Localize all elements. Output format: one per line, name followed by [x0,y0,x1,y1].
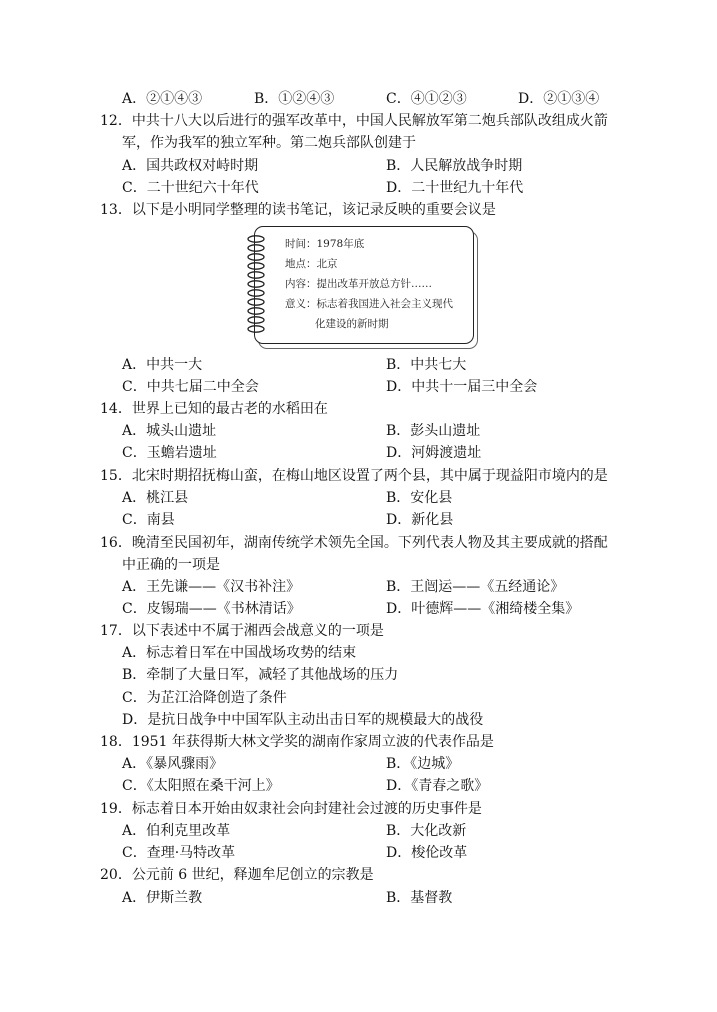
option-d[interactable]: D．新化县 [386,512,454,528]
question-stem: 19．标志着日本开始由奴隶社会向封建社会过渡的历史事件是 [100,801,482,817]
option-c[interactable]: C．二十世纪六十年代 [122,180,259,196]
option-c[interactable]: C．为芷江洽降创造了条件 [122,690,287,706]
option-c[interactable]: C．《太阳照在桑干河上》 [122,778,280,794]
option-a[interactable]: A．中共一大 [122,357,203,373]
option-b[interactable]: B．大化改新 [386,823,467,839]
option-d[interactable]: D．梭伦改革 [386,845,468,861]
note-meaning-continued: 化建设的新时期 [315,318,389,330]
option-b[interactable]: B．王闿运——《五经通论》 [386,579,565,595]
option-a[interactable]: A．桃江县 [122,490,189,506]
option-a[interactable]: A．城头山遗址 [122,423,217,439]
option-d[interactable]: D．叶德辉——《湘绮楼全集》 [386,601,580,617]
option-c[interactable]: C．中共七届二中全会 [122,379,259,395]
note-time: 时间：1978年底 [285,238,365,250]
option-a[interactable]: A．②①④③ [122,91,203,107]
notebook [254,226,474,344]
option-b[interactable]: B．基督教 [386,890,453,906]
option-a[interactable]: A．伊斯兰教 [122,890,203,906]
question-stem: 12．中共十八大以后进行的强军改革中，中国人民解放军第二炮兵部队改组成火箭 [100,113,608,129]
question-stem: 15．北宋时期招抚梅山蛮，在梅山地区设置了两个县，其中属于现益阳市境内的是 [100,468,608,484]
option-d[interactable]: D．二十世纪九十年代 [386,180,524,196]
question-stem-continued: 中正确的一项是 [122,557,220,573]
question-stem: 13．以下是小明同学整理的读书笔记，该记录反映的重要会议是 [100,202,496,218]
spiral-binding-icon [246,233,268,337]
option-d[interactable]: D．《青春之歌》 [386,778,489,794]
option-a[interactable]: A．国共政权对峙时期 [122,158,259,174]
option-d[interactable]: D．河姆渡遗址 [386,445,482,461]
option-a[interactable]: A．标志着日军在中国战场攻势的结束 [122,645,357,661]
option-b[interactable]: B．安化县 [386,490,453,506]
option-c[interactable]: C．查理·马特改革 [122,845,236,861]
question-stem: 16．晚清至民国初年，湖南传统学术领先全国。下列代表人物及其主要成就的搭配 [100,535,608,551]
option-d[interactable]: D．中共十一届三中全会 [386,379,538,395]
question-stem: 17．以下表述中不属于湘西会战意义的一项是 [100,623,384,639]
option-b[interactable]: B．牵制了大量日军，减轻了其他战场的压力 [122,667,399,683]
question-stem: 14．世界上已知的最古老的水稻田在 [100,401,328,417]
option-d[interactable]: D．②①③④ [518,91,600,107]
option-b[interactable]: B．①②④③ [254,91,335,107]
option-b[interactable]: B．人民解放战争时期 [386,158,523,174]
option-c[interactable]: C．玉蟾岩遗址 [122,445,217,461]
note-place: 地点：北京 [285,258,338,270]
option-b[interactable]: B．《边城》 [386,756,460,772]
question-stem: 20．公元前 6 世纪，释迦牟尼创立的宗教是 [100,867,374,883]
note-meaning: 意义：标志着我国进入社会主义现代 [285,298,453,310]
option-c[interactable]: C．南县 [122,512,175,528]
option-a[interactable]: A．《暴风骤雨》 [122,756,224,772]
option-b[interactable]: B．中共七大 [386,357,467,373]
option-c[interactable]: C．④①②③ [386,91,467,107]
note-content: 内容：提出改革开放总方针…… [285,278,432,290]
option-d[interactable]: D．是抗日战争中中国军队主动出击日军的规模最大的战役 [122,712,484,728]
option-b[interactable]: B．彭头山遗址 [386,423,481,439]
question-stem-continued: 军，作为我军的独立军种。第二炮兵部队创建于 [122,135,416,151]
option-a[interactable]: A．王先谦——《汉书补注》 [122,579,301,595]
option-a[interactable]: A．伯利克里改革 [122,823,231,839]
question-stem: 18．1951 年获得斯大林文学奖的湖南作家周立波的代表作品是 [100,734,494,750]
option-c[interactable]: C．皮锡瑞——《书林清话》 [122,601,301,617]
